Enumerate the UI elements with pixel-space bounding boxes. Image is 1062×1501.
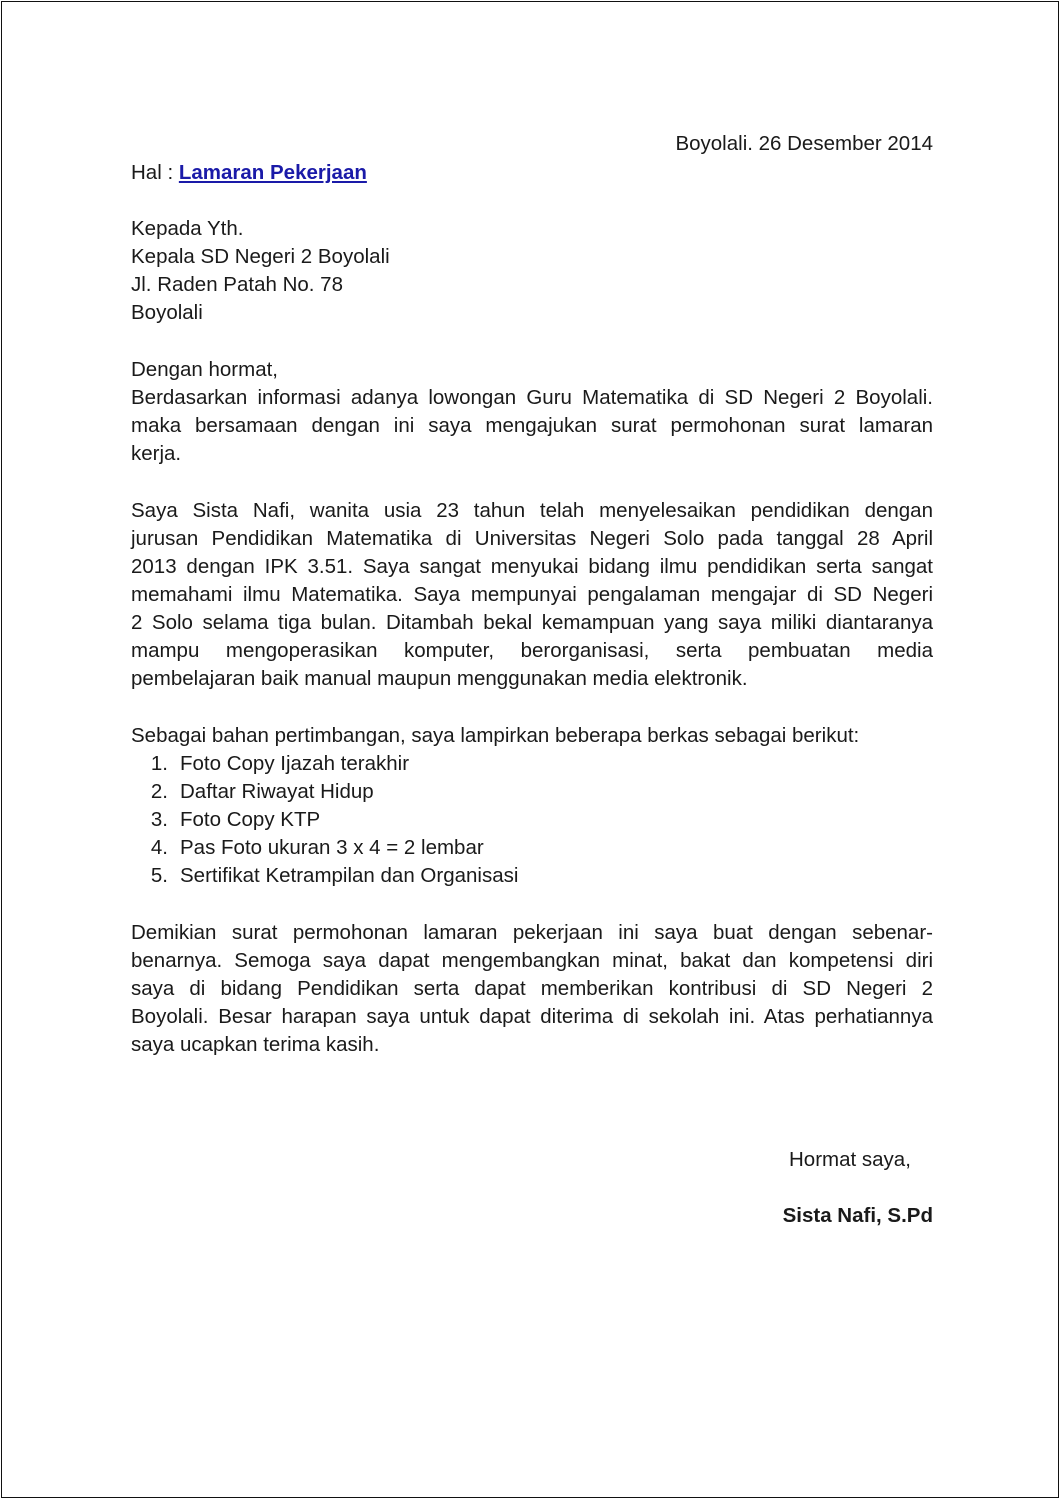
attachments-intro: Sebagai bahan pertimbangan, saya lampirkan beberapa berkas sebagai berikut: [131,724,860,747]
attachment-number: 3. [150,808,168,831]
profile-line: jurusan Pendidikan Matematika di Universitas Negeri Solo pada tanggal 28 April [131,527,933,550]
attachment-number: 1. [150,752,168,775]
salutation: Dengan hormat, [131,358,279,381]
closing-line: Demikian surat permohonan lamaran pekerjaan ini saya buat dengan sebenar- [131,921,933,944]
attachment-number: 2. [150,780,168,803]
recipient-city: Boyolali [131,301,203,324]
signature-name: Sista Nafi, S.Pd [782,1204,933,1227]
attachment-text: Sertifikat Ketrampilan dan Organisasi [180,864,519,887]
attachment-number: 4. [150,836,168,859]
intro-line: kerja. [131,442,182,465]
subject-line [131,159,933,187]
attachment-item [131,778,933,806]
closing-line: saya di bidang Pendidikan serta dapat memberikan kontribusi di SD Negeri 2 [131,977,933,1000]
profile-line: 2 Solo selama tiga bulan. Ditambah bekal kemampuan yang saya miliki diantaranya [131,611,933,634]
recipient-street: Jl. Raden Patah No. 78 [131,273,343,296]
subject-label: Hal : [131,161,174,184]
place-date: Boyolali. 26 Desember 2014 [675,132,933,155]
recipient-name: Kepala SD Negeri 2 Boyolali [131,245,390,268]
recipient-greeting: Kepada Yth. [131,217,244,240]
letter-page [1,1,1059,1498]
profile-line: Saya Sista Nafi, wanita usia 23 tahun telah menyelesaikan pendidikan dengan [131,499,933,522]
attachment-text: Foto Copy Ijazah terakhir [180,752,410,775]
attachment-text: Pas Foto ukuran 3 x 4 = 2 lembar [180,836,484,859]
attachment-text: Foto Copy KTP [180,808,321,831]
closing-line: benarnya. Semoga saya dapat mengembangkan minat, bakat dan kompetensi diri [131,949,933,972]
attachment-item [131,834,933,862]
attachment-item [131,750,933,778]
attachment-item [131,862,933,890]
profile-line: memahami ilmu Matematika. Saya mempunyai pengalaman mengajar di SD Negeri [131,583,933,606]
intro-line: Berdasarkan informasi adanya lowongan Guru Matematika di SD Negeri 2 Boyolali. [131,386,933,409]
profile-line: 2013 dengan IPK 3.51. Saya sangat menyukai bidang ilmu pendidikan serta sangat [131,555,933,578]
profile-line: mampu mengoperasikan komputer, berorganisasi, serta pembuatan media [131,639,933,662]
attachment-item [131,806,933,834]
closing-line: saya ucapkan terima kasih. [131,1033,380,1056]
attachment-text: Daftar Riwayat Hidup [180,780,374,803]
profile-line: pembelajaran baik manual maupun menggunakan media elektronik. [131,667,748,690]
subject-link[interactable]: Lamaran Pekerjaan [178,161,367,184]
attachment-number: 5. [150,864,168,887]
sign-off: Hormat saya, [789,1148,911,1171]
intro-line: maka bersamaan dengan ini saya mengajukan surat permohonan surat lamaran [131,414,933,437]
closing-line: Boyolali. Besar harapan saya untuk dapat diterima di sekolah ini. Atas perhatiannya [131,1005,933,1028]
